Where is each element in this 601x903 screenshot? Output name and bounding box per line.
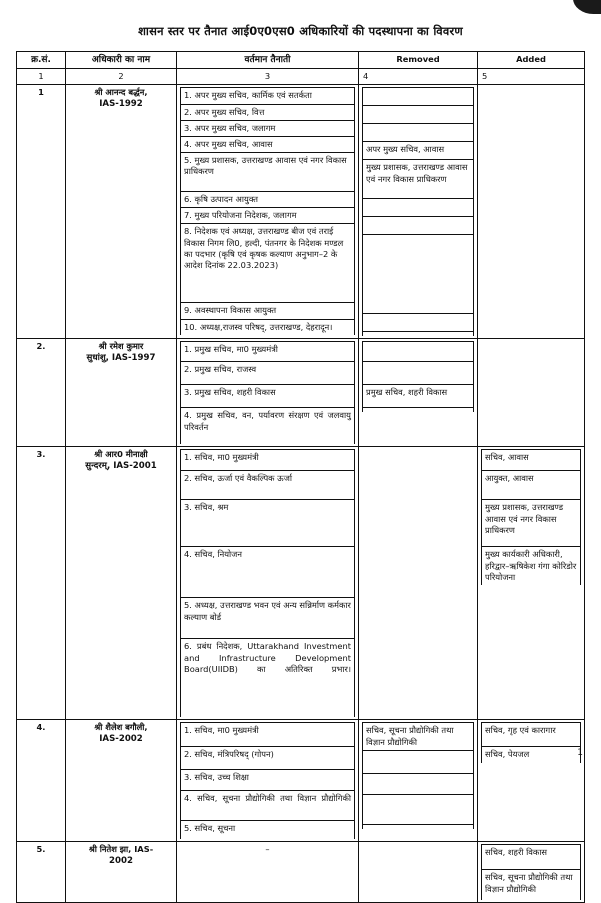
colnum-2: 2 [66, 69, 177, 85]
officer-batch: सुधांशु, IAS-1997 [86, 352, 156, 363]
removed-item: अपर मुख्य सचिव, आवास [363, 142, 474, 160]
removed-item [363, 199, 474, 217]
removed-item [363, 106, 474, 124]
row-officer [66, 447, 177, 720]
row-removed [359, 720, 478, 842]
posting-item: 1. सचिव, मा0 मुख्यमंत्री [181, 450, 355, 471]
row-added [478, 447, 585, 720]
table-column-number-row [17, 69, 585, 85]
posting-item: 3. सचिव, श्रम [181, 500, 355, 547]
row-current-postings [177, 85, 359, 339]
removed-item [363, 824, 474, 829]
row-current-postings: – [177, 842, 359, 903]
posting-item: 5. अध्यक्ष, उत्तराखण्ड भवन एवं अन्य सन्निर्माण कर्मकार कल्याण बोर्ड [181, 598, 355, 639]
posting-item: 4. अपर मुख्य सचिव, आवास [181, 136, 355, 152]
posting-item: 9. अवस्थापना विकास आयुक्त [181, 303, 355, 319]
officer-batch: सुन्दरम्, IAS-2001 [85, 460, 157, 471]
row-added [478, 842, 585, 903]
posting-item: 1. सचिव, मा0 मुख्यमंत्री [181, 723, 355, 747]
row-removed [359, 447, 478, 720]
added-item: आयुक्त, आवास [482, 471, 581, 500]
table-row [17, 842, 585, 903]
page-number: 1 [577, 748, 583, 758]
removed-item [363, 773, 474, 794]
header-added: Added [478, 52, 585, 69]
row-officer [66, 85, 177, 339]
removed-item [363, 217, 474, 235]
posting-item: 2. सचिव, मंत्रिपरिषद् (गोपन) [181, 747, 355, 770]
row-serial: 1 [17, 85, 66, 339]
row-serial: 3. [17, 447, 66, 720]
row-current-postings [177, 720, 359, 842]
table-row [17, 85, 585, 339]
row-serial: 5. [17, 842, 66, 903]
header-officer-name: अधिकारी का नाम [66, 52, 177, 69]
row-officer [66, 339, 177, 447]
posting-item: 2. सचिव, ऊर्जा एवं वैकल्पिक ऊर्जा [181, 471, 355, 500]
removed-item: मुख्य प्रशासक, उत्तराखण्ड आवास एवं नगर विकास प्राधिकरण [363, 160, 474, 199]
removed-item: प्रमुख सचिव, शहरी विकास [363, 385, 474, 408]
posting-item: 6. कृषि उत्पादन आयुक्त [181, 192, 355, 208]
table-row [17, 720, 585, 842]
colnum-5: 5 [478, 69, 585, 85]
row-added [478, 339, 585, 447]
posting-item: 4. प्रमुख सचिव, वन, पर्यावरण संरक्षण एवं जलवायु परिवर्तन [181, 408, 355, 445]
posting-item: 3. अपर मुख्य सचिव, जलागम [181, 120, 355, 136]
posting-item: 4. सचिव, सूचना प्रौद्योगिकी तथा विज्ञान प्रौद्योगिकी [181, 791, 355, 821]
officer-name: श्री शैलेश बगौली, [94, 722, 148, 733]
removed-item [363, 794, 474, 824]
row-removed [359, 339, 478, 447]
header-current-posting: वर्तमान तैनाती [177, 52, 359, 69]
posting-item: 8. निदेशक एवं अध्यक्ष, उत्तराखण्ड बीज एवं तराई विकास निगम लि0, हल्दी, पंतनगर के निदेशक मण्डल का पदभार (कृषि एवं कृषक कल्याण अनुभाग–2 के आदेश दिनांक 22.03.2023) [181, 224, 355, 303]
postings-table [16, 51, 585, 903]
row-added [478, 85, 585, 339]
table-row [17, 339, 585, 447]
removed-item [363, 314, 474, 332]
table-row [17, 447, 585, 720]
added-item: मुख्य प्रशासक, उत्तराखण्ड आवास एवं नगर विकास प्राधिकरण [482, 500, 581, 547]
posting-item: 5. सचिव, सूचना [181, 821, 355, 840]
row-current-postings [177, 447, 359, 720]
posting-item: 5. मुख्य प्रशासक, उत्तराखण्ड आवास एवं नगर विकास प्राधिकरण [181, 153, 355, 192]
posting-item: 6. प्रबंध निदेशक, Uttarakhand Investment and Infrastructure Development Board(UIIDB) का अतिरिक्त प्रभार। [181, 639, 355, 718]
posting-item: 7. मुख्य परियोजना निदेशक, जलागम [181, 208, 355, 224]
removed-item [363, 235, 474, 314]
table-header-row [17, 52, 585, 69]
colnum-1: 1 [17, 69, 66, 85]
removed-item [363, 332, 474, 337]
officer-name: श्री नितेश झा, IAS- [88, 844, 154, 855]
row-serial: 4. [17, 720, 66, 842]
posting-item: 3. प्रमुख सचिव, शहरी विकास [181, 385, 355, 408]
row-removed [359, 842, 478, 903]
added-item: सचिव, आवास [482, 450, 581, 471]
removed-item [363, 88, 474, 106]
row-officer [66, 720, 177, 842]
added-item: सचिव, सूचना प्रौद्योगिकी तथा विज्ञान प्रौद्योगिकी [482, 870, 581, 901]
header-removed: Removed [359, 52, 478, 69]
officer-name: श्री आनन्द बर्द्धन, [94, 87, 148, 98]
removed-item [363, 342, 474, 362]
posting-item: 1. अपर मुख्य सचिव, कार्मिक एवं सतर्कता [181, 88, 355, 104]
officer-name: श्री रमेश कुमार [98, 341, 144, 352]
colnum-4: 4 [359, 69, 478, 85]
row-added [478, 720, 585, 842]
posting-item: 3. सचिव, उच्च शिक्षा [181, 770, 355, 791]
posting-item: 4. सचिव, नियोजन [181, 547, 355, 598]
posting-item: 2. प्रमुख सचिव, राजस्व [181, 362, 355, 385]
added-item: मुख्य कार्यकारी अधिकारी, हरिद्वार–ऋषिकेश गंगा कोरिडोर परियोजना [482, 547, 581, 585]
row-current-postings [177, 339, 359, 447]
page-title: शासन स्तर पर तैनात आई0ए0एस0 अधिकारियों की पदस्थापना का विवरण [138, 24, 463, 38]
removed-item [363, 408, 474, 413]
removed-item [363, 124, 474, 142]
removed-item [363, 362, 474, 385]
officer-name: श्री आर0 मीनाक्षी [94, 449, 148, 460]
row-serial: 2. [17, 339, 66, 447]
added-item: सचिव, पेयजल [482, 747, 581, 763]
officer-batch: 2002 [109, 855, 133, 866]
row-officer [66, 842, 177, 903]
added-item: सचिव, शहरी विकास [482, 845, 581, 870]
colnum-3: 3 [177, 69, 359, 85]
posting-item: 1. प्रमुख सचिव, मा0 मुख्यमंत्री [181, 342, 355, 362]
posting-item: 10. अध्यक्ष,राजस्व परिषद्, उत्तराखण्ड, देहरादून। [181, 319, 355, 335]
row-removed [359, 85, 478, 339]
removed-item [363, 750, 474, 773]
officer-batch: IAS-2002 [99, 733, 143, 744]
officer-batch: IAS-1992 [99, 98, 143, 109]
posting-item: 2. अपर मुख्य सचिव, वित्त [181, 104, 355, 120]
removed-item: सचिव, सूचना प्रौद्योगिकी तथा विज्ञान प्रौद्योगिकी [363, 723, 474, 750]
header-serial: क्र.सं. [17, 52, 66, 69]
added-item: सचिव, गृह एवं कारागार [482, 723, 581, 747]
